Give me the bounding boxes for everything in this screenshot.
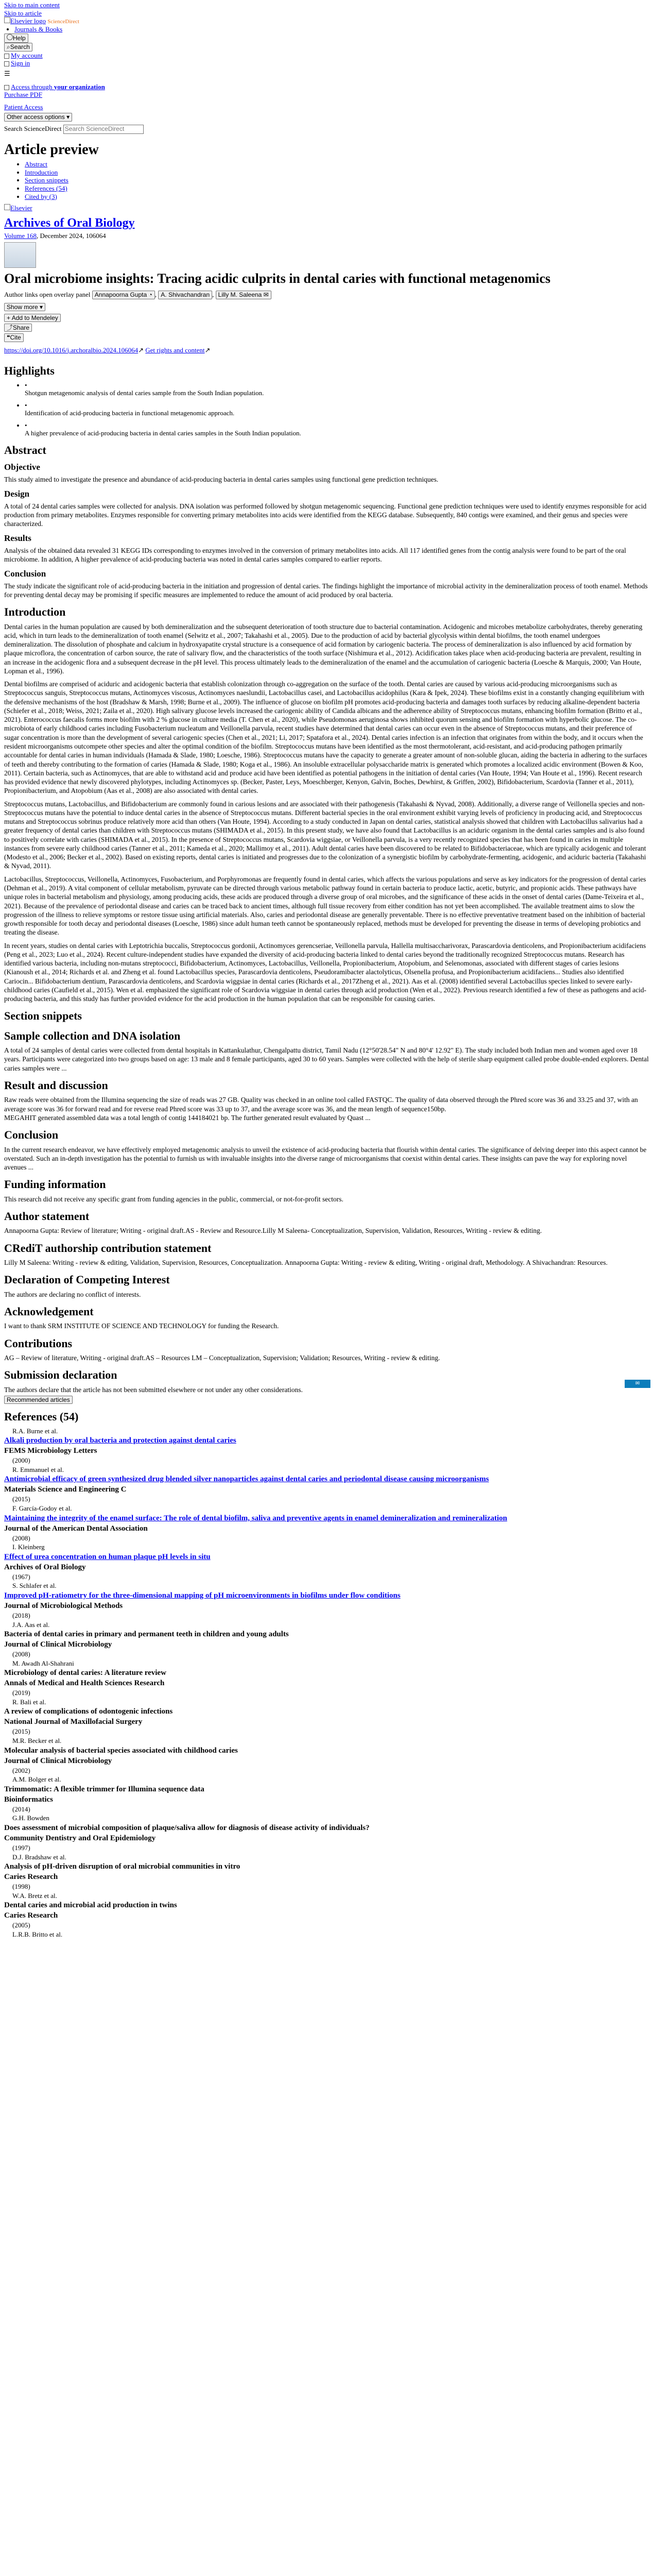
- quote-icon: ❝: [7, 334, 10, 342]
- journal-cover-image: [4, 242, 36, 268]
- elsevier-logo-icon: [4, 17, 10, 23]
- reference-year: (2002): [12, 1766, 30, 1774]
- nav-cited-by[interactable]: Cited by (3): [25, 192, 57, 200]
- reference-year: (1998): [12, 1883, 30, 1891]
- sciencedirect-logo: ScienceDirect: [47, 19, 79, 25]
- reference-journal: Bioinformatics: [4, 1795, 53, 1804]
- search-form: [4, 125, 649, 134]
- reference-year: (1967): [12, 1572, 30, 1581]
- help-button[interactable]: Help: [4, 33, 649, 43]
- bullet-icon: • •: [25, 421, 27, 429]
- abstract-design-heading: Design: [4, 489, 30, 499]
- snippet-text: In the current research endeavor, we have effectively employed metagenomic analysis to unveil the existence of acid-producing bacteria that flourish within dental caries. The significance of delving deeper into this aspect cannot be overstated. Such an in-depth investigation has the potential to furnish us with invaluable insights into the diverse range of microorganisms that coexist within dental caries. These insights can pave the way for exploring novel avenues ...: [4, 1145, 647, 1172]
- reference-title-link[interactable]: Improved pH-ratiometry for the three-dimensional mapping of pH microenvironments in biofilms under flow conditions: [4, 1591, 401, 1600]
- menu-icon[interactable]: ☰: [4, 70, 10, 78]
- reference-journal: Journal of the American Dental Association: [4, 1524, 148, 1533]
- reference-authors: R. Bali et al.: [12, 1698, 46, 1706]
- reference-authors: G.H. Bowden: [12, 1814, 49, 1822]
- snippet-text: I want to thank SRM INSTITUTE OF SCIENCE AND TECHNOLOGY for funding the Research.: [4, 1322, 279, 1330]
- section-snippets-heading: Section snippets: [4, 1009, 82, 1023]
- reference-journal: National Journal of Maxillofacial Surgery: [4, 1718, 143, 1726]
- reference-authors: M.R. Becker et al.: [12, 1737, 62, 1745]
- nav-abstract[interactable]: Abstract: [25, 160, 48, 168]
- nav-section-snippets[interactable]: Section snippets: [25, 176, 68, 184]
- reference-authors: R.A. Burne et al.: [12, 1427, 58, 1435]
- reference-year: (2014): [12, 1805, 30, 1813]
- reference-title: Microbiology of dental caries: A literature review: [4, 1669, 166, 1677]
- reference-year: (2018): [12, 1611, 30, 1619]
- article-preview-nav: [4, 160, 649, 200]
- author-links-label: Author links open overlay panel: [4, 290, 91, 298]
- reference-title: Trimmomatic: A flexible trimmer for Illumina sequence data: [4, 1785, 204, 1793]
- recommended-articles-button[interactable]: Recommended articles: [4, 1396, 73, 1404]
- reference-authors: W.A. Bretz et al.: [12, 1891, 57, 1900]
- reference-year: (2008): [12, 1534, 30, 1542]
- abstract-objective-heading: Objective: [4, 462, 40, 472]
- reference-title: [4, 1591, 649, 1600]
- bullet-icon: • •: [25, 381, 27, 389]
- snippet-heading: Result and discussion: [4, 1079, 108, 1092]
- plus-icon: +: [7, 314, 11, 321]
- cite-button[interactable]: ❝Cite: [4, 333, 24, 342]
- site-header: [4, 17, 649, 77]
- reference-title: [4, 1552, 649, 1562]
- share-button[interactable]: ⤴Share: [4, 324, 32, 332]
- nav-references[interactable]: References (54): [25, 184, 67, 193]
- feedback-button[interactable]: ✉ FEEDBACK: [625, 1381, 652, 1395]
- references-heading: References (54): [4, 1410, 79, 1423]
- reference-year: (1997): [12, 1844, 30, 1852]
- reference-authors: J.A. Aas et al.: [12, 1620, 50, 1629]
- author-saleena-button[interactable]: Lilly M. Saleena ✉: [216, 291, 271, 299]
- reference-year: (2005): [12, 1921, 30, 1929]
- issue-date: , December 2024, 106064: [36, 232, 106, 240]
- article-preview-heading: Article preview: [4, 141, 99, 158]
- abstract-conclusion-text: The study indicate the significant role of acid-producing bacteria in the initiation and progression of dental caries. The findings highlight the importance of microbial activity in the demineralization process of tooth enamel. Methods for preventing dental decay may be promising if specific measures are implemented to reduce the amount of acid produced by oral bacteria.: [4, 582, 648, 599]
- snippet-heading: Funding information: [4, 1178, 106, 1191]
- sign-in-link[interactable]: Sign in: [4, 59, 30, 67]
- highlights-heading: Highlights: [4, 364, 55, 378]
- highlight-item: A higher prevalence of acid-producing bacteria in dental caries samples in the South Indian population.: [25, 429, 301, 437]
- elsevier-publisher-link[interactable]: Elsevier: [4, 204, 32, 212]
- snippet-text: AG – Review of literature, Writing - original draft.AS – Resources LM – Conceptualization, Supervision; Validation; Resources, Writing - review & editing.: [4, 1354, 440, 1362]
- journals-books-link[interactable]: Journals & Books: [14, 25, 63, 33]
- person-icon: ◔: [148, 291, 152, 299]
- journal-cover-link[interactable]: [4, 242, 649, 268]
- reference-title: Bacteria of dental caries in primary and permanent teeth in children and young adults: [4, 1630, 289, 1639]
- skip-to-main-link[interactable]: Skip to main content: [4, 1, 60, 9]
- snippet-text: This research did not receive any specific grant from funding agencies in the public, commercial, or not-for-profit sectors.: [4, 1195, 343, 1203]
- snippet-text: A total of 24 samples of dental caries were collected from dental hospitals in Kattankulathur, Chengalpattu district, Tamil Nadu (12°50'28.54" N and 80°4' 12.92" E). The study included both Indian men and women aged over 18 years. Participants were categorized into two groups based on age: 13 male and 8 female participants, aged 30 to 60 years. Samples were collected with the help of sterile sharp equipment called probe double-ended explorers. Dental caries samples were ...: [4, 1046, 649, 1072]
- reference-journal: Annals of Medical and Health Sciences Research: [4, 1679, 165, 1688]
- rights-link[interactable]: Get rights and content: [145, 346, 205, 354]
- reference-authors: M. Awadh Al-Shahrani: [12, 1659, 74, 1667]
- highlights-list: [4, 381, 649, 438]
- abstract-heading: Abstract: [4, 444, 46, 457]
- reference-journal: Journal of Clinical Microbiology: [4, 1756, 112, 1765]
- snippet-text: Lilly M Saleena: Writing - review & editing, Validation, Supervision, Resources, Conceptualization. Annapoorna Gupta: Writing - review & editing, Writing - original draft, Methodology. A Shivachandran: Resources.: [4, 1259, 608, 1267]
- snippet-heading: CRediT authorship contribution statement: [4, 1241, 212, 1255]
- abstract-conclusion-heading: Conclusion: [4, 569, 46, 579]
- reference-journal: Journal of Microbiological Methods: [4, 1601, 123, 1610]
- references-list: [4, 1427, 649, 1939]
- reference-year: (2015): [12, 1727, 30, 1736]
- reference-year: (2000): [12, 1456, 30, 1465]
- reference-authors: S. Schlafer et al.: [12, 1582, 57, 1590]
- share-icon: ⤴: [7, 324, 13, 331]
- intro-paragraph: Streptococcus mutans, Lactobacillus, and Bifidobacterium are commonly found in carious lesions and are associated with their pathogenesis (Takahashi & Nyvad, 2008). Additionally, a diverse range of Veillonella species and non-Streptococcus mutans have the potential to induce dental caries in the absence of Streptococcus mutans. Different bacterial species in the oral environment exhibit varying levels of proficiency in producing acid, and Streptococcus mutans and Streptococcus sobrinus produce relatively more acid than others (Van Houte, 1994). According to a study conducted in Japan on dental caries, statistical analysis showed that children with Lactobacillus salivarius had a greater frequency of dental caries than children with Streptococcus mutans (SHIMADA et al., 2015). In this present study, we have also found that Lactobacillus is an aciduric organism in the dental caries samples and is also found to positively correlate with caries (SHIMADA et al., 2015). In the presence of Streptococcus mutans, Scardovia wiggsiae, or Veillonella parvula, is a very recently recognized species that has been found in caries in multiple instances from severe early childhood caries (Tanner et al., 2011; Kameda et al., 2020; Mallimoy et al., 2011). Adult dental caries have been discovered to be related to Bifidobacteriaceae, which are typically acidogenic and tolerant (Modesto et al., 2006; Becker et al., 2002). Based on existing reports, dental caries is initiated and progresses due to the colonization of a synergistic biofilm by carbohydrate-fermenting, acidogenic, and aciduric bacteria (Takahashi & Nyvad, 2011).: [4, 800, 646, 870]
- article-title: Oral microbiome insights: Tracing acidic culprits in dental caries with functional metagenomics: [4, 270, 551, 286]
- abstract-results-heading: Results: [4, 533, 31, 544]
- purchase-pdf-link[interactable]: Purchase PDF: [4, 91, 43, 99]
- reference-authors: I. Kleinberg: [12, 1543, 45, 1551]
- add-to-mendeley-button[interactable]: + Add to Mendeley: [4, 314, 61, 322]
- patient-access-link[interactable]: Patient Access: [4, 103, 43, 111]
- search-label: Search ScienceDirect: [4, 124, 62, 132]
- reference-title-link[interactable]: Maintaining the integrity of the enamel surface: The role of dental biofilm, saliva and preventive agents in enamel demineralization and remineralization: [4, 1514, 507, 1522]
- elsevier-tree-icon: [4, 204, 10, 210]
- reference-authors: A.M. Bolger et al.: [12, 1775, 61, 1784]
- reference-authors: F. García-Godoy et al.: [12, 1504, 72, 1512]
- snippet-text: The authors are declaring no conflict of interests.: [4, 1290, 141, 1298]
- mail-icon: ✉: [263, 291, 269, 299]
- snippet-heading: Contributions: [4, 1336, 73, 1350]
- reference-authors: L.R.B. Britto et al.: [12, 1930, 63, 1938]
- intro-paragraph: In recent years, studies on dental caries with Leptotrichia buccalis, Streptococcus gordonii, Actinomyces gerencseriae, Veillonella parvula, Hallella multisaccharivorax, Parascardovia denticolens, and Propionibacterium acidifaciens (Peng et al., 2023; Luo et al., 2024). Recent culture-independent studies have expanded the diversity of acid-producing bacteria linked to dental caries beyond the traditionally recognized Streptococcus mutans. Research has identified various bacteria, including non-mutans streptococci, Bifidobacterium, Actinomyces, Lactobacillus, Veillonella, Propionibacterium, Atopobium, and Selenomonas, associated with different stages of caries lesions (Kianoush et al., 2014; Richards et al. and Zheng et al. found Lactobacillus species, Parascardovia denticolens, Pseudoramibacter alactolyticus, Olsenella profusa, and Propionibacterium acidifaciens... Studies also identified Cariocin... Bifidobacterium dentium, Parascardovia denticolens, and Scardovia wiggsiae in dental caries (Richards et al., 2017Zheng et al., 2021). Aas et al. (2008) identified several Lactobacillus species linked to severe early-childhood caries (Caufield et al., 2015). Wen et al. emphasized the significant role of Scardovia wiggsiae in dental caries through acid production (Wen et al., 2022). Previous research identified a few of these as pathogens and acid-producing bacteria, and this study has further provided evidence for the acid production in the human population that can be responsible for causing caries.: [4, 941, 647, 1003]
- doi-link[interactable]: https://doi.org/10.1016/j.archoralbio.2024.106064: [4, 346, 139, 354]
- snippet-text: Annapoorna Gupta: Review of literature; Writing - original draft.AS - Review and Resource.Lilly M Saleena- Conceptualization, Supervision, Validation, Resources, Writing - review & editing.: [4, 1227, 542, 1235]
- show-more-button[interactable]: Show more ▾: [4, 303, 45, 311]
- volume-link[interactable]: Volume 168: [4, 232, 37, 240]
- highlight-item: Identification of acid-producing bacteria in functional metagenomic approach.: [25, 409, 235, 417]
- reference-journal: Community Dentistry and Oral Epidemiology: [4, 1834, 156, 1843]
- search-input[interactable]: Search ScienceDirect: [63, 125, 144, 134]
- journal-title-link[interactable]: Archives of Oral Biology: [4, 216, 135, 230]
- intro-paragraph: Dental caries in the human population are caused by both demineralization and the subsequent deterioration of tooth structure due to bacterial contamination. Acidogenic and microbes metabolize carbohydrates, thereby generating acid, which in turn leads to the demineralization of tooth enamel (Selwitz et al., 2007; Takahashi et al., 2005). Due to the production of acid by bacterial glycolysis within dental biofilms, the tooth enamel undergoes demineralization. The dissolution of phosphate and calcium in hydroxyapatite crystal structure is a consequence of acid formation by cariogenic bacteria. The process of demineralization is also influenced by acid formation by plaque microflora, the concentration of carbon source, the rate of salivary flow, and the characteristics of the tooth surface (Nishimura et al., 2012). Acidification takes place when acid-producing bacteria are prevalent, resulting in an increase in the acidogenic flora and a subsequent decrease in the pH level. This process ultimately leads to the demineralization of the enamel and the accumulation of cariogenic bacteria (Loesche & Marquis, 2000; Van Houte, Lopman et al., 1996).: [4, 622, 643, 675]
- author-gupta-button[interactable]: Annapoorna Gupta ◔: [92, 291, 155, 299]
- nav-introduction[interactable]: Introduction: [25, 168, 58, 176]
- my-account-link[interactable]: My account: [4, 52, 43, 59]
- highlight-item: Shotgun metagenomic analysis of dental caries sample from the South Indian population.: [25, 389, 264, 397]
- reference-journal: Journal of Clinical Microbiology: [4, 1640, 112, 1649]
- access-through-org-link[interactable]: Access through your organization: [4, 83, 105, 91]
- reference-authors: D.J. Bradshaw et al.: [12, 1853, 66, 1861]
- help-icon: [7, 34, 13, 40]
- reference-title-link[interactable]: Effect of urea concentration on human plaque pH levels in situ: [4, 1552, 211, 1561]
- external-link-icon: ↗: [138, 346, 144, 354]
- reference-year: (2008): [12, 1650, 30, 1658]
- snippet-heading: Sample collection and DNA isolation: [4, 1029, 181, 1042]
- abstract-design-text: A total of 24 dental caries samples were collected for analysis. DNA isolation was performed followed by shotgun metagenomic sequencing. Functional gene prediction techniques were used to identify enzymes responsible for acid production from primary metabolites. Enzymes responsible for converting primary metabolites into acids were identified from the KEGG database. Subsequently, 840 contigs were examined, and their genus and species were characterized.: [4, 502, 647, 528]
- header-nav: [4, 25, 649, 33]
- skip-to-article-link[interactable]: Skip to article: [4, 9, 42, 17]
- reference-journal: Caries Research: [4, 1873, 58, 1882]
- reference-year: (2015): [12, 1495, 30, 1503]
- reference-title: A review of complications of odontogenic infections: [4, 1707, 173, 1716]
- reference-title: [4, 1475, 649, 1484]
- sign-in-icon: [4, 61, 9, 66]
- reference-authors: R. Emmanuel et al.: [12, 1465, 64, 1473]
- reference-title: [4, 1436, 649, 1445]
- abstract-results-text: Analysis of the obtained data revealed 31 KEGG IDs corresponding to enzymes involved in the conversion of primary metabolites into acids. All 117 identified genes from the contig analysis were found to be part of the oral microbiome. In addition, A higher prevalence of acid-producing bacteria was noted in dental caries samples compared to earlier reports.: [4, 546, 626, 563]
- institution-icon: [4, 85, 9, 90]
- introduction-heading: Introduction: [4, 605, 66, 619]
- intro-paragraph: Lactobacillus, Streptococcus, Veillonella, Actinomyces, Fusobacterium, and Porphyromonas are frequently found in dental caries, which affects the various populations and serve as key indicators for the progression of dental caries (Dehman et al., 2019). A vital component of cellular metabolism, pyruvate can be directed through various metabolic pathway found in certain bacteria to produce lactic, acetic, butyric, and propionic acids. These pathways have unique roles in bacterial metabolism and physiology, among producing acids, these acids are produced through a diverse group of oral microbes, and the significance of these acids in the onset of dental caries (Dame-Teixeira et al., 2021). Because of the prevalence of periodontal disease and caries can be traced back to ancient times, although full tissue recovery from either condition has not yet been accomplished. The available treatment aims to slow the progression of the illness to relieve symptoms or restore tissue using artificial materials. Also, caries and periodontal disease are generally preventable. There is no effective preventative treatment based on the inhibition of bacterial growth responsible for tooth decay and periodontal diseases (Loesche, 1986) since adult human teeth cannot be spontaneously replaced, methods must be developed for preventing the disease in terms of developing probiotics and treating the disease.: [4, 875, 646, 937]
- author-list: Author links open overlay panel Annapoorna Gupta ◔ , A. Shivachandran , Lilly M. Saleena ✉: [4, 291, 649, 299]
- snippet-heading: Author statement: [4, 1210, 90, 1223]
- user-icon: [4, 54, 9, 59]
- reference-journal: Materials Science and Engineering C: [4, 1485, 127, 1494]
- snippet-heading: Declaration of Competing Interest: [4, 1273, 170, 1286]
- reference-title: [4, 1514, 649, 1523]
- reference-title: Analysis of pH-driven disruption of oral microbial communities in vitro: [4, 1862, 240, 1871]
- external-link-icon: ↗: [204, 346, 211, 354]
- other-access-options-button[interactable]: Other access options ▾: [4, 112, 649, 121]
- snippet-heading: Submission declaration: [4, 1368, 117, 1382]
- reference-title-link[interactable]: Antimicrobial efficacy of green synthesized drug blended silver nanoparticles against dental caries and periodontal disease causing microorganisms: [4, 1475, 489, 1484]
- access-options: [4, 83, 649, 122]
- reference-title: Dental caries and microbial acid production in twins: [4, 1901, 177, 1910]
- elsevier-logo-link[interactable]: Elsevier logo: [4, 17, 46, 25]
- snippet-text: The authors declare that the article has not been submitted elsewhere or not under any other considerations.: [4, 1385, 303, 1394]
- reference-title: Molecular analysis of bacterial species associated with childhood caries: [4, 1746, 238, 1755]
- intro-paragraph: Dental biofilms are comprised of aciduric and acidogenic bacteria that establish colonization through co-aggregation on the surface of the tooth. Dental caries are caused by various acid-producing microorganisms such as Streptococcus sanguis, Streptococcus mutans, Actinomyces viscosus, Actinomyces naeslundii, Lactobacillus casei, and Lactobacillus acidophilus (Kara & Ipek, 2024). These biofilms exist in a constantly changing equilibrium with the defensive mechanisms of the host (Bradshaw & Marsh, 1998; Burne et al., 2009). The influence of glucose on biofilm pH promotes acid-producing bacteria and damages tooth surfaces by reducing alkaline-dependent bacteria (Schiefer et al., 2018; Weiss, 2021; Zaila et al., 2020). High salivary glucose levels increased the cariogenic ability of Candida albicans and the adherence ability of Streptococcus mutans, enhancing biofilm formation (Britto et al., 2021). Enterococcus faecalis forms more biofilm with 2 % glucose in culture media (T. Chen et al., 2020), while Pseudomonas aeruginosa shows inhibited quorum sensing and biofilm formation with hyperbolic glucose. The co-microbiota of early childhood caries including Fusobacterium nucleatum and Veillonella parvula, recent studies have determined that dental caries can occur even in the absence of Streptococcus mutans, and their preference of sugar concentration is more than the development of several cariogenic species (Chen et al., 2021; Li, 2017; Spatafora et al., 2024). Dental caries infection is an infection that originates from within the body, and it occurs when the resident microorganisms outcompete other species and alter the optimal condition of the biofilm. Streptococcus mutans have been identified as the most thermotolerant, acid-resistant, and acid-producing pathogen primarily accountable for dental caries in human individuals (Hamada & Slade, 1980; Loesche, 1986). Streptococcus mutans have the capacity to generate a greater amount of non-soluble glucan, aiding the bacteria in adhering to the surfaces of teeth and thereby contributing to the formation of caries (Hamada & Slade, 1980; Koga et al., 1986). An insoluble extracellular polysaccharide matrix is generated which promotes a localized acidic environment (Bowen & Koo, 2011). Certain bacteria, such as Actinomyces, that are able to withstand acid and produce acid have been identified as potential pathogens in the initiation of dental caries (Van Houte, 1994; Van Houte et al., 1996). Recent research has provided evidence that newly discovered phylotypes, including Actinomyces sp. (Becker, Paster, Leys, Moeschberger, Kenyon, Galvin, Boches, Dewhirst, & Griffen, 2002), Bifidobacterium, Scardovia (Tanner et al., 2011), Propionibacterium, and Atopobium (Aas et al., 2008) are also associated with dental caries.: [4, 680, 647, 795]
- reference-title: Does assessment of microbial composition of plaque/saliva allow for diagnosis of disease activity of individuals?: [4, 1824, 370, 1833]
- chevron-down-icon: ▾: [66, 113, 70, 121]
- author-shivachandran-button[interactable]: A. Shivachandran: [158, 291, 212, 299]
- search-icon: ⌕: [7, 43, 10, 51]
- reference-journal: Archives of Oral Biology: [4, 1563, 86, 1571]
- snippet-text: Raw reads were obtained from the Illumina sequencing the size of reads was 27 GB. Quality was checked in an online tool called FASTQC. The quality of data observed through the Phred score was 36 and 33.25 and 37, with an average score was 36 for forward read and for reverse read Phred score was 33 up to 37, and the average score was 36, and the mean length of sequence150bp. MEGAHIT generated assembled data was a total length of contig 144184021 bp. The further generated result evaluated by Quast ...: [4, 1096, 638, 1122]
- search-button[interactable]: ⌕Search: [4, 43, 649, 52]
- reference-journal: Caries Research: [4, 1911, 58, 1920]
- abstract-objective-text: This study aimed to investigate the presence and abundance of acid-producing bacteria in dental caries samples using functional gene prediction techniques.: [4, 475, 439, 483]
- reference-title-link[interactable]: Alkali production by oral bacteria and protection against dental caries: [4, 1436, 236, 1445]
- reference-year: (2019): [12, 1689, 30, 1697]
- reference-journal: FEMS Microbiology Letters: [4, 1447, 97, 1455]
- snippet-heading: Conclusion: [4, 1128, 59, 1142]
- bullet-icon: • •: [25, 401, 27, 409]
- feedback-icon: ✉: [635, 1381, 640, 1386]
- snippet-heading: Acknowledgement: [4, 1305, 94, 1318]
- chevron-down-icon: ▾: [40, 303, 43, 311]
